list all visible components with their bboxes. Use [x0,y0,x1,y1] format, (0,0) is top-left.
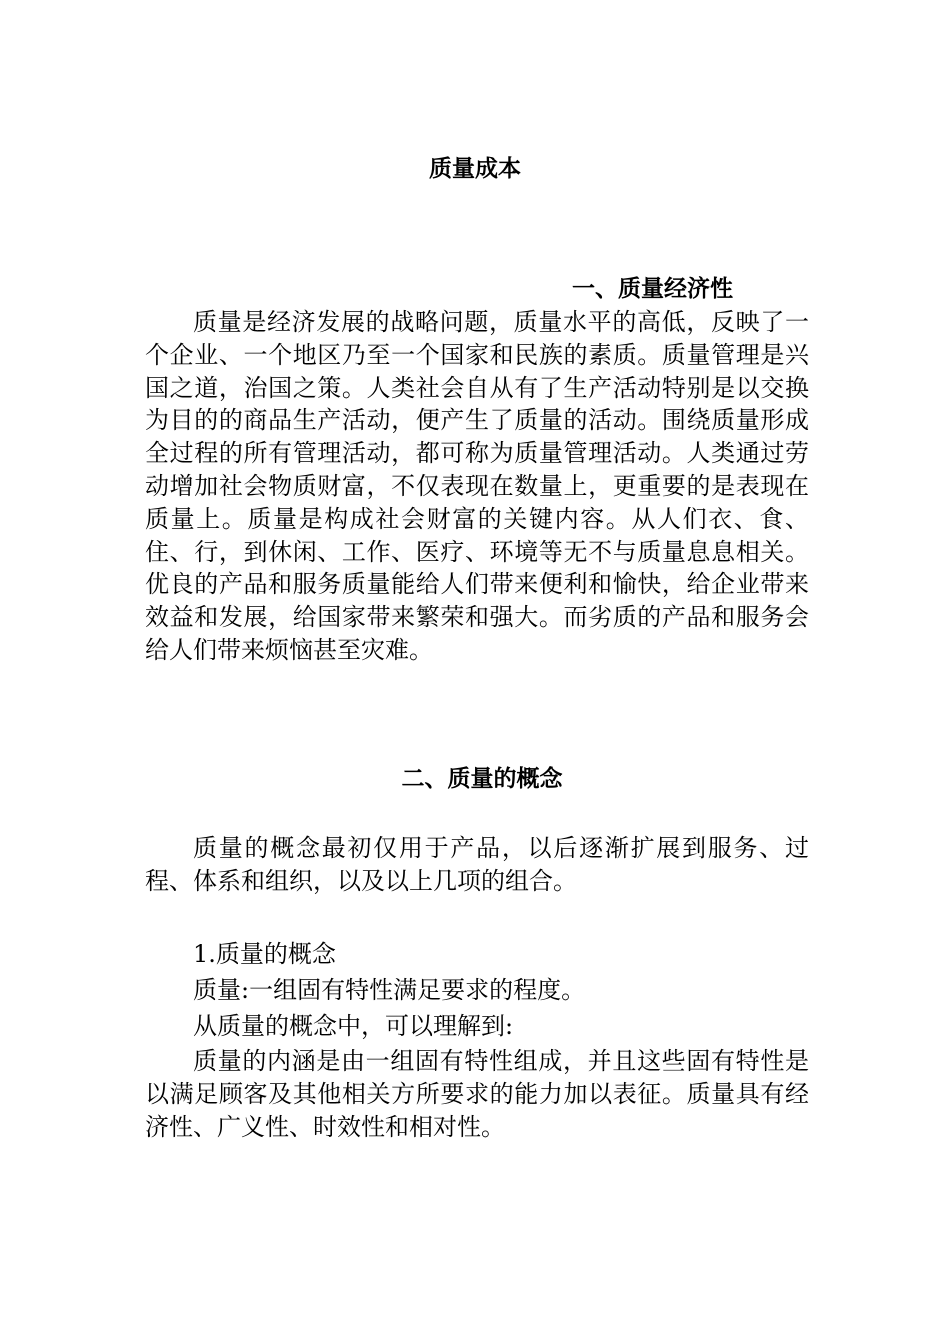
section-2-paragraph-3: 从质量的概念中，可以理解到: [193,1012,514,1040]
section-1-heading: 一、质量经济性 [572,276,733,302]
quality-definition: 质量:一组固有特性满足要求的程度。 [193,976,586,1004]
section-2-subheading: 1.质量的概念 [193,940,336,968]
section-1-paragraph-1: 质量是经济发展的战略问题，质量水平的高低，反映了一个企业、一个地区乃至一个国家和民族的素质。质量管理是兴国之道，治国之策。人类社会自从有了生产活动特别是以交换为目的的商品生产活动，便产生了质量的活动。围绕质量形成全过程的所有管理活动，都可称为质量管理活动。人类通过劳动增加社会物质财富，不仅表现在数量上，更重要的是表现在质量上。质量是构成社会财富的关键内容。从人们衣、食、住、行，到休闲、工作、医疗、环境等无不与质量息息相关。优良的产品和服务质量能给人们带来便利和愉快，给企业带来效益和发展，给国家带来繁荣和强大。而劣质的产品和服务会给人们带来烦恼甚至灾难。 [145,308,809,664]
document-title: 质量成本 [429,156,521,182]
section-2-paragraph-4: 质量的内涵是由一组固有特性组成，并且这些固有特性是以满足顾客及其他相关方所要求的能力加以表征。质量具有经济性、广义性、时效性和相对性。 [145,1047,809,1141]
section-2-heading: 二、质量的概念 [401,766,563,792]
section-2-paragraph-1: 质量的概念最初仅用于产品，以后逐渐扩展到服务、过程、体系和组织，以及以上几项的组合。 [145,834,809,895]
